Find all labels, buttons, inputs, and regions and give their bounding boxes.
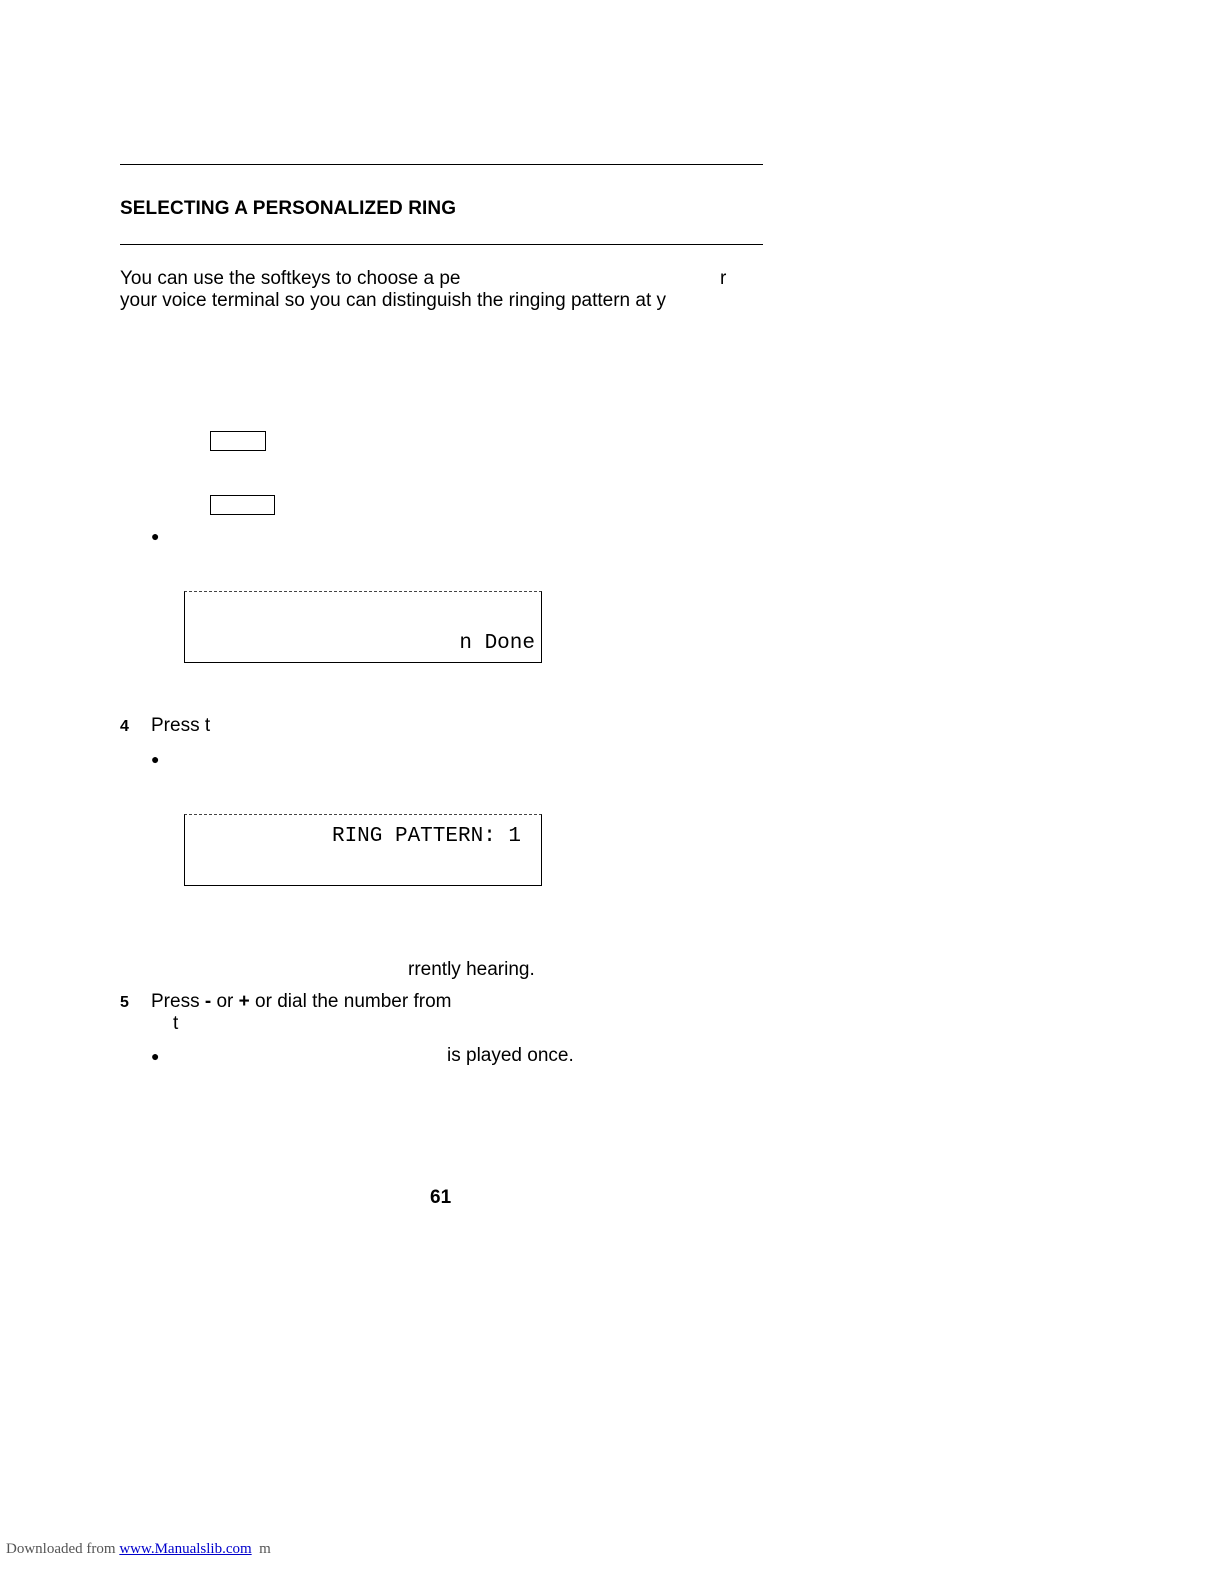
footer	[6, 1541, 271, 1558]
display-screen-1	[184, 591, 542, 663]
display-2-line-1: RING PATTERN: 1	[331, 825, 521, 848]
top-rule	[120, 164, 763, 165]
footer-suffix: m	[259, 1541, 271, 1557]
intro-line-1-end: r	[720, 268, 727, 289]
minus-key: -	[204, 991, 212, 1012]
step-4-number: 4	[120, 718, 129, 735]
footer-prefix: Downloaded from	[6, 1541, 116, 1557]
bullet-3: ●	[151, 1048, 160, 1064]
step-5-press: Press	[151, 991, 200, 1012]
plus-key: +	[238, 991, 250, 1012]
bullet-1: ●	[151, 528, 160, 544]
softkey-box-2	[210, 495, 275, 515]
step-5-rest: or dial the number from	[255, 991, 452, 1012]
softkey-box-1	[210, 431, 266, 451]
section-title: SELECTING A PERSONALIZED RING	[120, 198, 457, 219]
display-1-line-2: n Done	[459, 632, 535, 655]
step-5-or: or	[216, 991, 234, 1012]
step-5-line-2: t	[173, 1013, 179, 1034]
step-5-number: 5	[120, 994, 129, 1011]
manualslib-link[interactable]: www.Manualslib.com	[119, 1541, 252, 1557]
intro-line-1: You can use the softkeys to choose a pe	[120, 268, 461, 289]
bullet-2: ●	[151, 751, 160, 767]
heading-rule	[120, 244, 763, 245]
step-5-bullet-text: is played once.	[447, 1045, 574, 1066]
step-4-text: Press t	[151, 715, 211, 736]
intro-line-2: your voice terminal so you can distinguish the ringing pattern at y	[120, 290, 667, 311]
page-number: 61	[430, 1187, 452, 1208]
step-5-text	[151, 991, 451, 1013]
display-screen-2	[184, 814, 542, 886]
fragment-text: rrently hearing.	[408, 959, 535, 980]
